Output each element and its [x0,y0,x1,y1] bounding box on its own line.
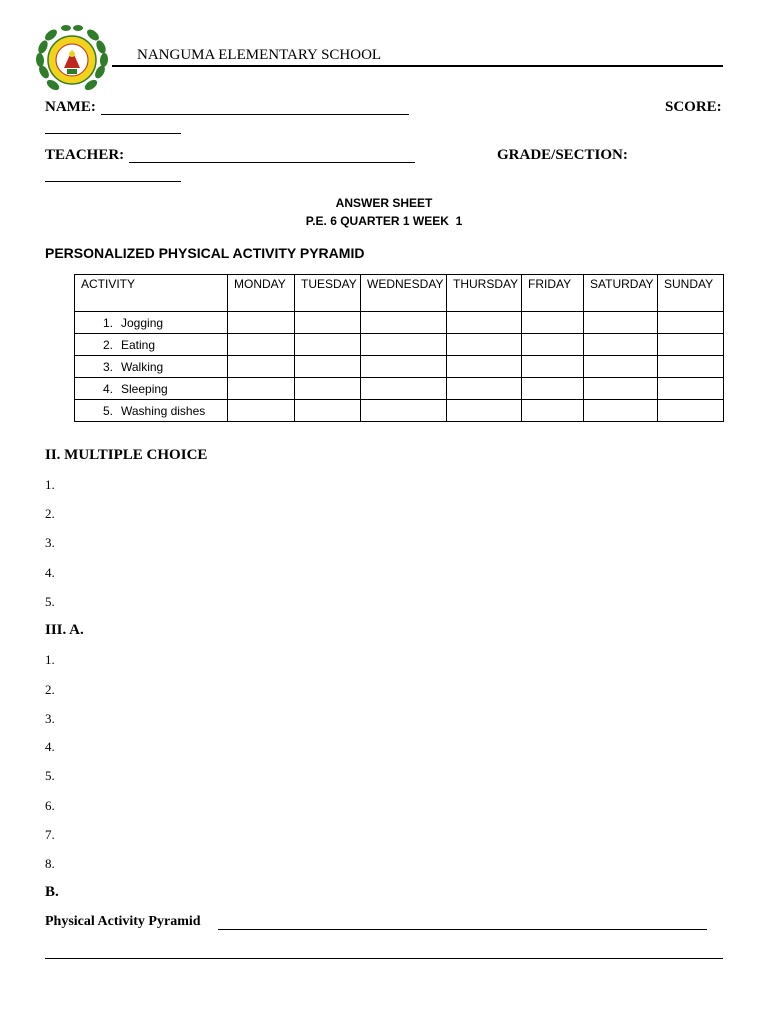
school-name: NANGUMA ELEMENTARY SCHOOL [137,47,382,63]
score-label: SCORE: [665,99,722,115]
score-field-line[interactable] [45,133,181,134]
name-label: NAME: [45,99,96,115]
day-cell[interactable] [522,312,584,334]
list-item: 5. [45,768,55,783]
subject-title: P.E. 6 QUARTER 1 WEEK 1 [305,214,463,228]
row-number: 2. [102,337,113,352]
list-item: 8. [45,856,55,871]
day-cell[interactable] [228,356,295,378]
section1-title: PERSONALIZED PHYSICAL ACTIVITY PYRAMID [45,245,365,261]
activity-cell [75,356,228,378]
answer-sheet-title: ANSWER SHEET [335,196,433,210]
table-row [75,356,724,378]
day-cell[interactable] [361,378,447,400]
day-cell[interactable] [584,378,658,400]
activity-name: Sleeping [121,381,168,396]
day-cell[interactable] [522,400,584,422]
day-cell[interactable] [584,356,658,378]
activity-cell [75,334,228,356]
day-cell[interactable] [658,400,724,422]
teacher-field-line[interactable] [129,162,415,163]
pyramid-answer-line[interactable] [218,929,707,930]
row-number: 4. [102,381,113,396]
day-cell[interactable] [295,378,361,400]
day-cell[interactable] [447,334,522,356]
day-cell[interactable] [295,356,361,378]
activity-cell [75,378,228,400]
day-cell[interactable] [447,356,522,378]
day-cell[interactable] [361,312,447,334]
day-cell[interactable] [228,400,295,422]
grade-section-label: GRADE/SECTION: [497,147,628,163]
day-cell[interactable] [658,312,724,334]
day-cell[interactable] [228,378,295,400]
table-row [75,312,724,334]
activity-cell [75,400,228,422]
activity-name: Washing dishes [121,403,206,418]
col-header-tuesday: TUESDAY [295,275,361,312]
pyramid-answer-line-2[interactable] [45,958,723,959]
list-item: 1. [45,652,55,667]
table-row [75,400,724,422]
row-number: 5. [102,403,113,418]
day-cell[interactable] [447,400,522,422]
section3-title: III. A. [45,622,84,638]
day-cell[interactable] [522,378,584,400]
name-field-line[interactable] [101,114,409,115]
day-cell[interactable] [522,356,584,378]
day-cell[interactable] [361,334,447,356]
section3b-label: B. [45,884,59,900]
list-item: 7. [45,827,55,842]
activity-name: Jogging [121,315,164,330]
activity-cell [75,312,228,334]
school-seal-logo [34,22,110,98]
day-cell[interactable] [658,378,724,400]
section2-title: II. MULTIPLE CHOICE [45,447,208,463]
list-item: 2. [45,682,55,697]
list-item: 3. [45,535,55,550]
day-cell[interactable] [447,378,522,400]
list-item: 6. [45,798,55,813]
day-cell[interactable] [584,334,658,356]
list-item: 4. [45,739,55,754]
grade-section-field-line[interactable] [45,181,181,182]
col-header-activity: ACTIVITY [75,275,228,312]
table-row [75,334,724,356]
col-header-sunday: SUNDAY [658,275,724,312]
day-cell[interactable] [584,312,658,334]
col-header-thursday: THURSDAY [447,275,522,312]
activity-name: Eating [121,337,156,352]
col-header-wednesday: WEDNESDAY [361,275,447,312]
list-item: 1. [45,477,55,492]
list-item: 2. [45,506,55,521]
day-cell[interactable] [522,334,584,356]
day-cell[interactable] [658,356,724,378]
day-cell[interactable] [447,312,522,334]
day-cell[interactable] [361,400,447,422]
col-header-saturday: SATURDAY [584,275,658,312]
day-cell[interactable] [295,400,361,422]
day-cell[interactable] [361,356,447,378]
list-item: 4. [45,565,55,580]
row-number: 1. [102,315,113,330]
day-cell[interactable] [228,312,295,334]
list-item: 5. [45,594,55,609]
row-number: 3. [102,359,113,374]
list-item: 3. [45,711,55,726]
header-rule [112,65,723,67]
teacher-label: TEACHER: [45,147,125,163]
day-cell[interactable] [295,334,361,356]
pyramid-label: Physical Activity Pyramid [45,914,201,929]
day-cell[interactable] [228,334,295,356]
activity-table [74,274,724,422]
day-cell[interactable] [295,312,361,334]
day-cell[interactable] [584,400,658,422]
day-cell[interactable] [658,334,724,356]
table-row [75,378,724,400]
col-header-friday: FRIDAY [522,275,584,312]
col-header-monday: MONDAY [228,275,295,312]
activity-name: Walking [121,359,164,374]
